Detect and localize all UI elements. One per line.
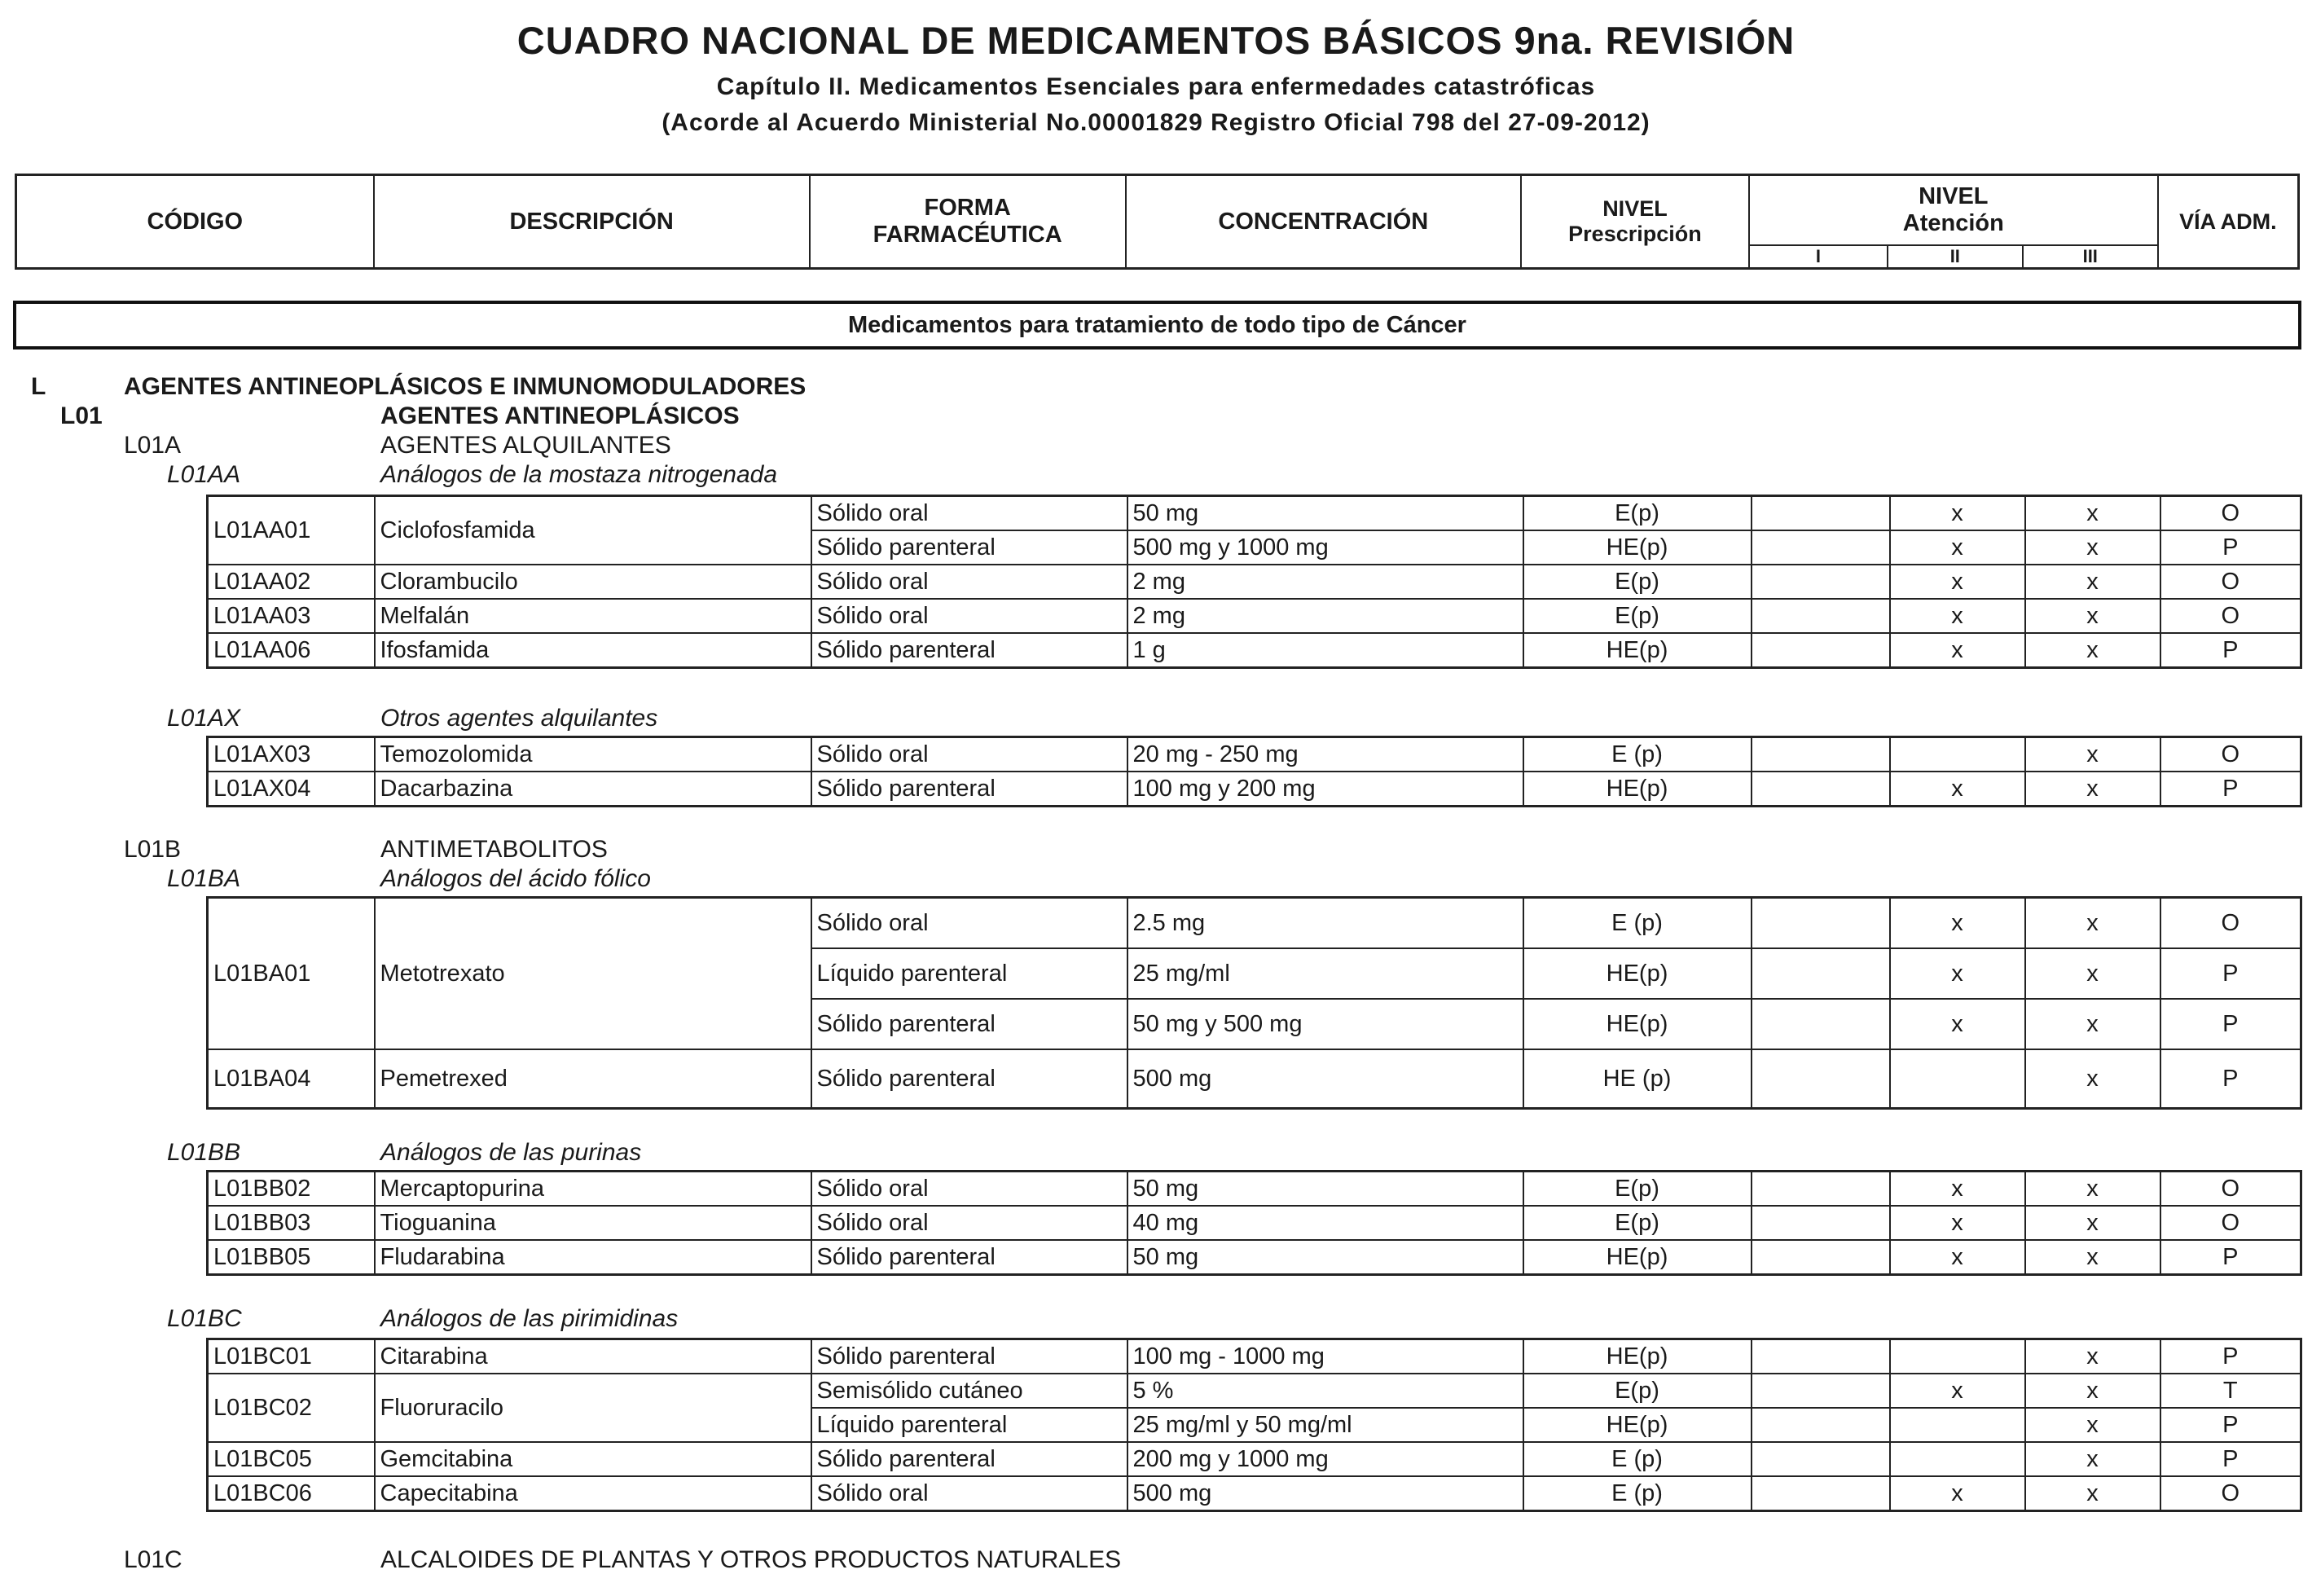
header-descripcion: DESCRIPCIÓN: [374, 175, 810, 269]
level-iii-cell: x: [2025, 737, 2160, 772]
code-cell: L01AA03: [208, 599, 375, 633]
level-i-cell: [1752, 1206, 1890, 1240]
level-iii-cell: x: [2025, 1442, 2160, 1476]
prescription-level-cell: E(p): [1523, 565, 1752, 599]
route-cell: P: [2160, 948, 2301, 999]
form-cell: Sólido oral: [811, 1206, 1127, 1240]
concentration-cell: 100 mg - 1000 mg: [1127, 1339, 1523, 1374]
route-cell: O: [2160, 898, 2301, 949]
level-ii-cell: [1890, 1049, 2025, 1109]
form-cell: Sólido oral: [811, 565, 1127, 599]
form-cell: Sólido oral: [811, 599, 1127, 633]
class-name-l01c: ALCALOIDES DE PLANTAS Y OTROS PRODUCTOS NATURALES: [380, 1546, 1122, 1573]
route-cell: P: [2160, 1408, 2301, 1442]
level-iii-cell: x: [2025, 772, 2160, 807]
table-row: [208, 772, 2301, 807]
level-iii-cell: x: [2025, 1476, 2160, 1511]
level-iii-cell: x: [2025, 496, 2160, 531]
level-iii-cell: x: [2025, 898, 2160, 949]
class-code-l01ba: L01BA: [167, 865, 241, 892]
form-cell: Sólido oral: [811, 496, 1127, 531]
class-name-l01: AGENTES ANTINEOPLÁSICOS: [380, 402, 740, 429]
table-row: [208, 633, 2301, 668]
route-cell: O: [2160, 565, 2301, 599]
route-cell: P: [2160, 1442, 2301, 1476]
class-name-l01ba: Análogos del ácido fólico: [380, 865, 651, 892]
header-nivel-i: I: [1749, 245, 1888, 269]
route-cell: P: [2160, 1049, 2301, 1109]
level-i-cell: [1752, 1476, 1890, 1511]
prescription-level-cell: E (p): [1523, 1476, 1752, 1511]
description-cell: Pemetrexed: [375, 1049, 811, 1109]
header-via: VÍA ADM.: [2158, 175, 2299, 269]
level-ii-cell: x: [1890, 1240, 2025, 1275]
prescription-level-cell: E(p): [1523, 1206, 1752, 1240]
class-code-l01bb: L01BB: [167, 1139, 241, 1166]
form-cell: Sólido parenteral: [811, 1339, 1127, 1374]
level-i-cell: [1752, 898, 1890, 949]
level-i-cell: [1752, 1442, 1890, 1476]
level-iii-cell: x: [2025, 1339, 2160, 1374]
code-cell: L01BA01: [208, 898, 375, 1050]
concentration-cell: 500 mg y 1000 mg: [1127, 530, 1523, 565]
concentration-cell: 50 mg: [1127, 496, 1523, 531]
concentration-cell: 2.5 mg: [1127, 898, 1523, 949]
table-row: [208, 1442, 2301, 1476]
document-title: CUADRO NACIONAL DE MEDICAMENTOS BÁSICOS 9na. REVISIÓN: [516, 19, 1796, 62]
concentration-cell: 500 mg: [1127, 1476, 1523, 1511]
description-cell: Fludarabina: [375, 1240, 811, 1275]
description-cell: Ciclofosfamida: [375, 496, 811, 565]
prescription-level-cell: E(p): [1523, 496, 1752, 531]
level-iii-cell: x: [2025, 999, 2160, 1049]
level-i-cell: [1752, 1049, 1890, 1109]
level-i-cell: [1752, 530, 1890, 565]
route-cell: P: [2160, 1240, 2301, 1275]
description-cell: Mercaptopurina: [375, 1172, 811, 1207]
level-i-cell: [1752, 1172, 1890, 1207]
prescription-level-cell: E (p): [1523, 1442, 1752, 1476]
section-banner: Medicamentos para tratamiento de todo tipo de Cáncer: [13, 301, 2301, 350]
table-l01bb: [206, 1170, 2302, 1276]
prescription-level-cell: E(p): [1523, 1374, 1752, 1408]
description-cell: Ifosfamida: [375, 633, 811, 668]
route-cell: P: [2160, 633, 2301, 668]
concentration-cell: 50 mg: [1127, 1240, 1523, 1275]
level-i-cell: [1752, 772, 1890, 807]
level-i-cell: [1752, 633, 1890, 668]
prescription-level-cell: E(p): [1523, 599, 1752, 633]
description-cell: Melfalán: [375, 599, 811, 633]
description-cell: Gemcitabina: [375, 1442, 811, 1476]
table-l01ax: [206, 736, 2302, 807]
class-name-l01aa: Análogos de la mostaza nitrogenada: [380, 461, 778, 488]
level-iii-cell: x: [2025, 599, 2160, 633]
class-code-l01: L01: [60, 402, 103, 429]
concentration-cell: 25 mg/ml: [1127, 948, 1523, 999]
level-ii-cell: [1890, 1408, 2025, 1442]
table-row: [208, 1339, 2301, 1374]
level-i-cell: [1752, 1339, 1890, 1374]
table-row: [208, 1374, 2301, 1408]
prescription-level-cell: E (p): [1523, 898, 1752, 949]
form-cell: Sólido oral: [811, 898, 1127, 949]
table-l01bc: [206, 1338, 2302, 1512]
class-code-l01bc: L01BC: [167, 1305, 242, 1332]
prescription-level-cell: HE (p): [1523, 1049, 1752, 1109]
concentration-cell: 200 mg y 1000 mg: [1127, 1442, 1523, 1476]
code-cell: L01AA02: [208, 565, 375, 599]
table-row: [208, 565, 2301, 599]
table-l01ba: [206, 896, 2302, 1110]
concentration-cell: 1 g: [1127, 633, 1523, 668]
concentration-cell: 40 mg: [1127, 1206, 1523, 1240]
prescription-level-cell: HE(p): [1523, 1408, 1752, 1442]
description-cell: Dacarbazina: [375, 772, 811, 807]
level-ii-cell: x: [1890, 633, 2025, 668]
level-i-cell: [1752, 1408, 1890, 1442]
level-i-cell: [1752, 599, 1890, 633]
form-cell: Sólido parenteral: [811, 1049, 1127, 1109]
level-i-cell: [1752, 737, 1890, 772]
code-cell: L01BA04: [208, 1049, 375, 1109]
route-cell: O: [2160, 737, 2301, 772]
description-cell: Clorambucilo: [375, 565, 811, 599]
prescription-level-cell: HE(p): [1523, 1240, 1752, 1275]
prescription-level-cell: E (p): [1523, 737, 1752, 772]
table-row: [208, 1240, 2301, 1275]
header-concentracion: CONCENTRACIÓN: [1126, 175, 1521, 269]
level-i-cell: [1752, 565, 1890, 599]
concentration-cell: 100 mg y 200 mg: [1127, 772, 1523, 807]
class-code-l01a: L01A: [124, 432, 182, 459]
description-cell: Temozolomida: [375, 737, 811, 772]
level-ii-cell: x: [1890, 898, 2025, 949]
code-cell: L01AA06: [208, 633, 375, 668]
class-name-l01bb: Análogos de las purinas: [380, 1139, 642, 1166]
level-i-cell: [1752, 1374, 1890, 1408]
level-iii-cell: x: [2025, 1172, 2160, 1207]
header-nivel-atencion: NIVEL Atención: [1749, 175, 2158, 246]
level-iii-cell: x: [2025, 1374, 2160, 1408]
level-ii-cell: x: [1890, 1172, 2025, 1207]
route-cell: P: [2160, 530, 2301, 565]
prescription-level-cell: E(p): [1523, 1172, 1752, 1207]
table-row: [208, 599, 2301, 633]
code-cell: L01BC06: [208, 1476, 375, 1511]
chapter-subtitle: Capítulo II. Medicamentos Esenciales para enfermedades catastróficas: [716, 73, 1596, 100]
header-codigo: CÓDIGO: [16, 175, 374, 269]
class-name-l01ax: Otros agentes alquilantes: [380, 705, 658, 732]
level-iii-cell: x: [2025, 1408, 2160, 1442]
level-ii-cell: x: [1890, 772, 2025, 807]
form-cell: Sólido parenteral: [811, 1442, 1127, 1476]
table-l01aa: [206, 495, 2302, 669]
header-nivel-ii: II: [1888, 245, 2023, 269]
level-ii-cell: x: [1890, 1374, 2025, 1408]
route-cell: O: [2160, 599, 2301, 633]
level-iii-cell: x: [2025, 948, 2160, 999]
form-cell: Sólido parenteral: [811, 530, 1127, 565]
class-name-l01a: AGENTES ALQUILANTES: [380, 432, 671, 459]
level-ii-cell: x: [1890, 1206, 2025, 1240]
level-ii-cell: x: [1890, 496, 2025, 531]
form-cell: Líquido parenteral: [811, 1408, 1127, 1442]
code-cell: L01BB02: [208, 1172, 375, 1207]
level-ii-cell: x: [1890, 599, 2025, 633]
form-cell: Semisólido cutáneo: [811, 1374, 1127, 1408]
code-cell: L01BB05: [208, 1240, 375, 1275]
level-ii-cell: x: [1890, 530, 2025, 565]
concentration-cell: 5 %: [1127, 1374, 1523, 1408]
prescription-level-cell: HE(p): [1523, 633, 1752, 668]
table-row: [208, 737, 2301, 772]
level-ii-cell: [1890, 1339, 2025, 1374]
level-ii-cell: [1890, 1442, 2025, 1476]
description-cell: Metotrexato: [375, 898, 811, 1050]
form-cell: Líquido parenteral: [811, 948, 1127, 999]
description-cell: Fluoruracilo: [375, 1374, 811, 1442]
route-cell: P: [2160, 999, 2301, 1049]
table-row: [208, 1049, 2301, 1109]
code-cell: L01BC05: [208, 1442, 375, 1476]
table-row: [208, 496, 2301, 531]
level-i-cell: [1752, 496, 1890, 531]
form-cell: Sólido parenteral: [811, 999, 1127, 1049]
class-code-l01aa: L01AA: [167, 461, 241, 488]
code-cell: L01AA01: [208, 496, 375, 565]
table-row: [208, 1206, 2301, 1240]
form-cell: Sólido oral: [811, 1172, 1127, 1207]
route-cell: T: [2160, 1374, 2301, 1408]
concentration-cell: 50 mg y 500 mg: [1127, 999, 1523, 1049]
level-iii-cell: x: [2025, 1240, 2160, 1275]
code-cell: L01BC01: [208, 1339, 375, 1374]
class-code-l01b: L01B: [124, 836, 182, 863]
concentration-cell: 25 mg/ml y 50 mg/ml: [1127, 1408, 1523, 1442]
route-cell: O: [2160, 1476, 2301, 1511]
level-ii-cell: x: [1890, 1476, 2025, 1511]
prescription-level-cell: HE(p): [1523, 530, 1752, 565]
table-row: [208, 1172, 2301, 1207]
code-cell: L01AX04: [208, 772, 375, 807]
column-header-table: [15, 174, 2300, 270]
concentration-cell: 2 mg: [1127, 565, 1523, 599]
form-cell: Sólido oral: [811, 737, 1127, 772]
class-code-l01ax: L01AX: [167, 705, 241, 732]
header-forma: FORMA FARMACÉUTICA: [810, 175, 1126, 269]
concentration-cell: 20 mg - 250 mg: [1127, 737, 1523, 772]
header-nivel-prescripcion: NIVEL Prescripción: [1521, 175, 1749, 269]
agreement-subtitle: (Acorde al Acuerdo Ministerial No.00001829 Registro Oficial 798 del 27-09-2012): [662, 109, 1650, 136]
code-cell: L01BC02: [208, 1374, 375, 1442]
concentration-cell: 500 mg: [1127, 1049, 1523, 1109]
route-cell: O: [2160, 1172, 2301, 1207]
code-cell: L01AX03: [208, 737, 375, 772]
table-row: [208, 1476, 2301, 1511]
description-cell: Tioguanina: [375, 1206, 811, 1240]
form-cell: Sólido parenteral: [811, 1240, 1127, 1275]
route-cell: P: [2160, 772, 2301, 807]
level-iii-cell: x: [2025, 565, 2160, 599]
level-iii-cell: x: [2025, 633, 2160, 668]
level-i-cell: [1752, 999, 1890, 1049]
level-iii-cell: x: [2025, 530, 2160, 565]
route-cell: O: [2160, 1206, 2301, 1240]
form-cell: Sólido oral: [811, 1476, 1127, 1511]
prescription-level-cell: HE(p): [1523, 948, 1752, 999]
class-name-l: AGENTES ANTINEOPLÁSICOS E INMUNOMODULADORES: [124, 373, 807, 400]
level-i-cell: [1752, 948, 1890, 999]
level-iii-cell: x: [2025, 1049, 2160, 1109]
form-cell: Sólido parenteral: [811, 633, 1127, 668]
class-name-l01b: ANTIMETABOLITOS: [380, 836, 608, 863]
code-cell: L01BB03: [208, 1206, 375, 1240]
route-cell: P: [2160, 1339, 2301, 1374]
class-code-l: L: [31, 373, 46, 400]
class-code-l01c: L01C: [124, 1546, 182, 1573]
concentration-cell: 50 mg: [1127, 1172, 1523, 1207]
description-cell: Citarabina: [375, 1339, 811, 1374]
class-name-l01bc: Análogos de las pirimidinas: [380, 1305, 679, 1332]
concentration-cell: 2 mg: [1127, 599, 1523, 633]
level-ii-cell: x: [1890, 948, 2025, 999]
level-iii-cell: x: [2025, 1206, 2160, 1240]
prescription-level-cell: HE(p): [1523, 1339, 1752, 1374]
form-cell: Sólido parenteral: [811, 772, 1127, 807]
level-i-cell: [1752, 1240, 1890, 1275]
level-ii-cell: x: [1890, 565, 2025, 599]
level-ii-cell: [1890, 737, 2025, 772]
header-nivel-iii: III: [2023, 245, 2158, 269]
prescription-level-cell: HE(p): [1523, 772, 1752, 807]
table-row: [208, 898, 2301, 949]
route-cell: O: [2160, 496, 2301, 531]
description-cell: Capecitabina: [375, 1476, 811, 1511]
prescription-level-cell: HE(p): [1523, 999, 1752, 1049]
level-ii-cell: x: [1890, 999, 2025, 1049]
